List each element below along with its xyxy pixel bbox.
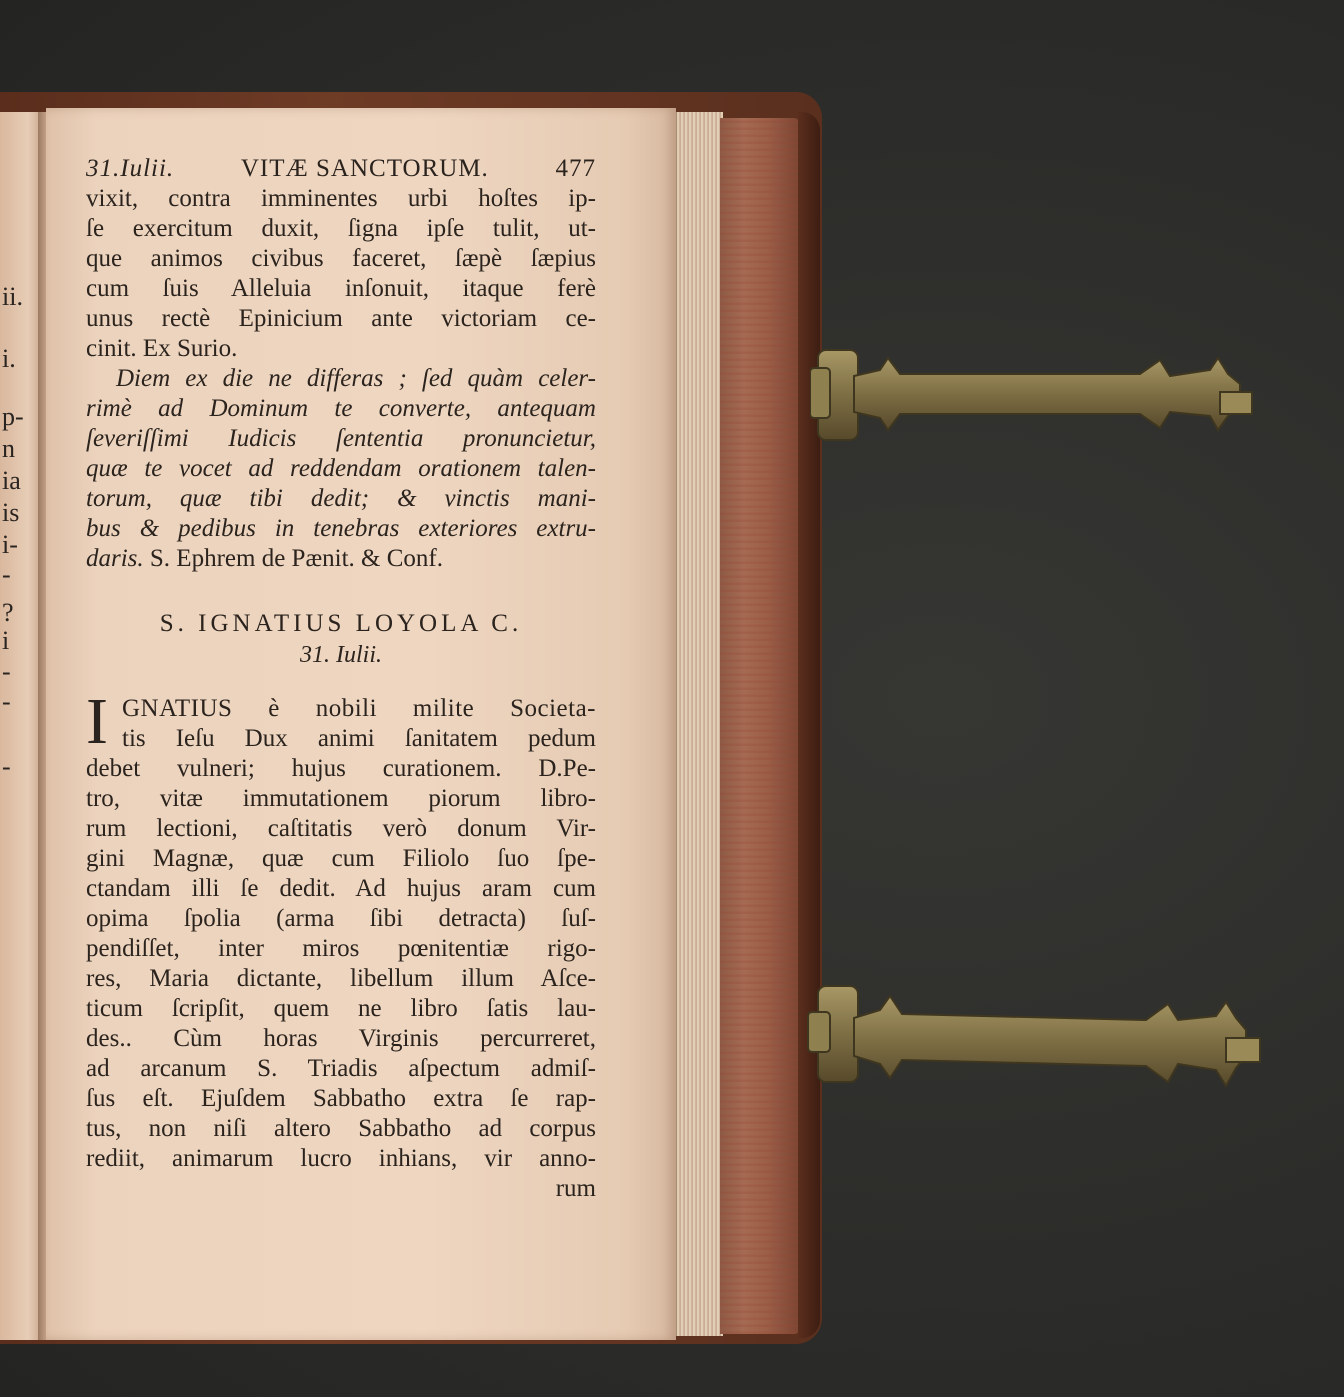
quote-line: torum, quæ tibi dedit; & vinctis mani-: [86, 485, 596, 512]
left-fragment: -: [2, 687, 11, 716]
clasp-icon: [810, 340, 1260, 450]
left-fragment: ?: [2, 598, 14, 627]
left-fragment: -: [2, 657, 11, 686]
page-block-edges: [676, 112, 723, 1336]
text-line: ſe exercitum duxit, ſigna ipſe tulit, ut-: [86, 215, 596, 242]
red-stained-fore-edge: [720, 118, 800, 1334]
text-line: tis Ieſu Dux animi ſanitatem pedum: [122, 725, 596, 752]
page-number: 477: [555, 155, 596, 182]
quote-source: S. Ephrem de Pænit. & Conf.: [149, 545, 443, 572]
text-line: gini Magnæ, quæ cum Filiolo ſuo ſpe-: [86, 845, 596, 872]
paragraph-2: [86, 754, 596, 1174]
left-page: [0, 112, 40, 1340]
left-fragment: ii.: [2, 282, 23, 311]
text-line: res, Maria dictante, libellum illum Aſce-: [86, 965, 596, 992]
quote-line: bus & pedibus in tenebras exteriores extru-: [86, 515, 596, 542]
left-fragment: p-: [2, 402, 24, 431]
quote-block: [86, 364, 596, 544]
upper-clasp[interactable]: [810, 340, 1260, 450]
cover-edge: [798, 112, 820, 1338]
text-line: cinit. Ex Surio.: [86, 335, 238, 362]
text-line: rediit, animarum lucro inhians, vir anno-: [86, 1145, 596, 1172]
text-line: rum lectioni, caſtitatis verò donum Vir-: [86, 815, 596, 842]
running-head: [86, 154, 596, 184]
quote-line: Diem ex die ne differas ; ſed quàm celer-: [116, 365, 596, 392]
text-line: unus rectè Epinicium ante victoriam ce-: [86, 305, 596, 332]
left-fragment: ia: [2, 466, 21, 495]
clasp-icon: [806, 982, 1266, 1102]
left-fragment: -: [2, 752, 11, 781]
paragraph-1: [86, 184, 596, 364]
text-line: debet vulneri; hujus curationem. D.Pe-: [86, 755, 596, 782]
left-fragment: is: [2, 498, 20, 527]
text-line: tro, vitæ immutationem piorum libro-: [86, 785, 596, 812]
running-head-title: VITÆ SANCTORUM.: [240, 155, 489, 182]
quote-ending: [86, 544, 596, 574]
text-line: pendiſſet, inter miros pœnitentiæ rigo-: [86, 935, 596, 962]
text-line: ctandam illi ſe dedit. Ad hujus aram cum: [86, 875, 596, 902]
paragraph-2-opening: [86, 685, 596, 758]
text-line: ticum ſcripſit, quem ne libro ſatis lau-: [86, 995, 596, 1022]
left-fragment: -: [2, 560, 11, 589]
lower-clasp[interactable]: [806, 982, 1266, 1102]
catchword: rum: [555, 1175, 596, 1202]
left-fragment: i.: [2, 344, 16, 373]
quote-line: quæ te vocet ad reddendam orationem talen-: [86, 455, 596, 482]
quote-line: ſeveriſſimi Iudicis ſententia pronuncietur,: [86, 425, 596, 452]
running-head-date: 31.Iulii.: [86, 155, 175, 182]
text-line: vixit, contra imminentes urbi hoſtes ip-: [86, 185, 596, 212]
quote-last-word: daris.: [86, 545, 144, 572]
text-line: GNATIUS è nobili milite Societa-: [122, 695, 596, 722]
text-line: ſus eſt. Ejuſdem Sabbatho extra ſe rap-: [86, 1085, 596, 1112]
drop-capital: I: [86, 685, 108, 758]
text-line: ad arcanum S. Triadis aſpectum admiſ-: [86, 1055, 596, 1082]
section-date: 31. Iulii.: [300, 642, 382, 668]
page-text: [86, 154, 596, 1204]
text-line: cum ſuis Alleluia inſonuit, itaque ferè: [86, 275, 596, 302]
text-line: que animos civibus faceret, ſæpè ſæpius: [86, 245, 596, 272]
text-line: des.. Cùm horas Virginis percurreret,: [86, 1025, 596, 1052]
quote-line: rimè ad Dominum te converte, antequam: [86, 395, 596, 422]
text-line: opima ſpolia (arma ſibi detracta) ſuſ-: [86, 905, 596, 932]
left-fragment: i: [2, 626, 10, 655]
text-line: tus, non niſi altero Sabbatho ad corpus: [86, 1115, 596, 1142]
section-title: S. IGNATIUS LOYOLA C.: [159, 610, 523, 637]
left-fragment: i-: [2, 530, 18, 559]
left-fragment: n: [2, 434, 15, 463]
